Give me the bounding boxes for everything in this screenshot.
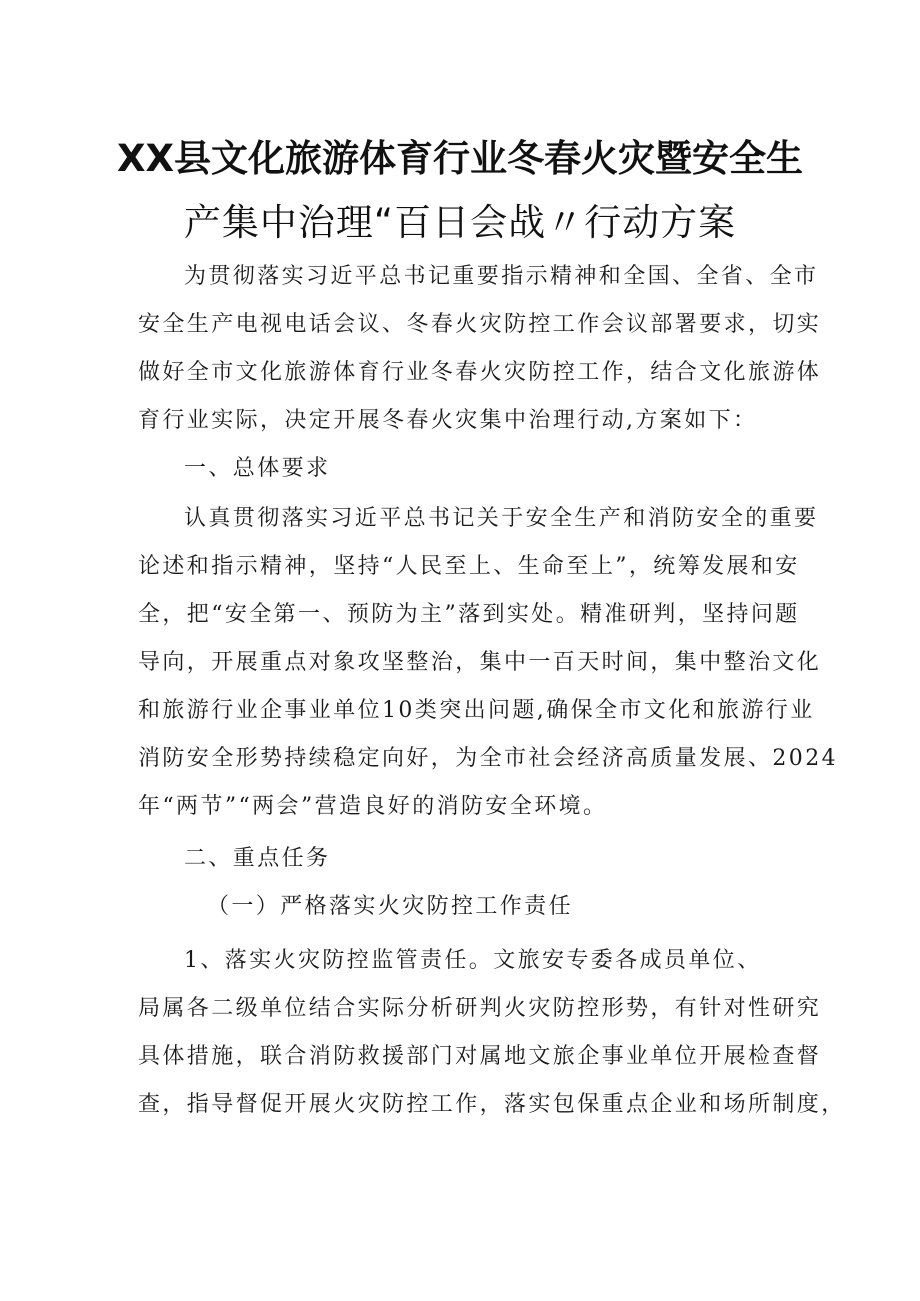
- section1-line: 消防安全形势持续稳定向好，为全市社会经济高质量发展、2024: [138, 746, 838, 771]
- intro-line: 安全生产电视电话会议、冬春火灾防控工作会议部署要求，切实: [138, 312, 822, 337]
- intro-line: 为贯彻落实习近平总书记重要指示精神和全国、全省、全市: [184, 264, 819, 289]
- intro-line: 育行业实际，决定开展冬春火灾集中治理行动,方案如下：: [138, 408, 758, 433]
- item1-line: 1、落实火灾防控监管责任。文旅安专委各成员单位、: [184, 948, 762, 973]
- section-heading-1: 一、总体要求: [184, 456, 331, 481]
- section1-line: 全，把“安全第一、预防为主”落到实处。精准研判，坚持问题: [138, 602, 800, 627]
- item1-line: 局属各二级单位结合实际分析研判火灾防控形势，有针对性研究: [138, 996, 822, 1021]
- item1-line: 具体措施，联合消防救援部门对属地文旅企事业单位开展检查督: [138, 1044, 822, 1069]
- section1-line: 和旅游行业企事业单位10类突出问题,确保全市文化和旅游行业: [138, 698, 815, 723]
- section-heading-2: 二、重点任务: [184, 846, 331, 871]
- subsection-heading-1: （一）严格落实火灾防控工作责任: [207, 894, 574, 919]
- section1-line: 认真贯彻落实习近平总书记关于安全生产和消防安全的重要: [184, 506, 819, 531]
- section1-line: 论述和指示精神，坚持“人民至上、生命至上”，统筹发展和安: [138, 554, 800, 579]
- document-title-line-1: XX县文化旅游体育行业冬春火灾暨安全生: [116, 137, 804, 180]
- section1-line: 导向，开展重点对象攻坚整治，集中一百天时间，集中整治文化: [138, 650, 822, 675]
- intro-line: 做好全市文化旅游体育行业冬春火灾防控工作，结合文化旅游体: [138, 360, 822, 385]
- document-title-line-2: 产集中治理“百日会战〃行动方案: [183, 201, 737, 244]
- section1-line: 年“两节”“两会”营造良好的消防安全环境。: [138, 794, 608, 819]
- item1-line: 查，指导督促开展火灾防控工作，落实包保重点企业和场所制度，: [138, 1092, 846, 1117]
